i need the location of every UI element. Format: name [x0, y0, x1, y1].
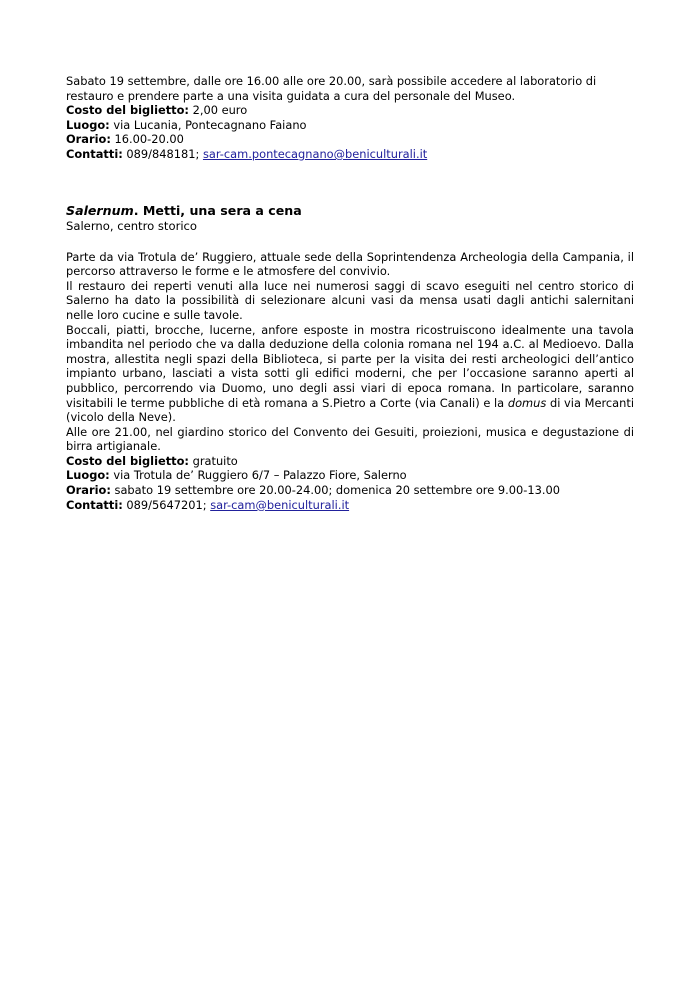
info-label-orario: Orario: — [66, 132, 111, 147]
info-label-luogo: Luogo: — [66, 468, 110, 483]
section-title — [66, 203, 634, 219]
document-body — [66, 74, 634, 512]
info-line-luogo — [66, 118, 634, 133]
entry-pontecagnano — [66, 74, 634, 162]
entry-salernum — [66, 203, 634, 513]
info-line-costo — [66, 103, 634, 118]
info-line-contatti — [66, 498, 634, 513]
info-line-orario — [66, 483, 634, 498]
entry-paragraph-rich — [66, 323, 634, 425]
info-label-costo: Costo del biglietto: — [66, 103, 189, 118]
info-value-luogo: via Trotula de’ Ruggiero 6/7 – Palazzo Fiore, Salerno — [113, 468, 407, 483]
info-value-phone: 089/848181; — [126, 146, 200, 161]
info-value-phone: 089/5647201; — [126, 497, 207, 512]
section-title-latin: Salernum — [66, 202, 134, 218]
email-link[interactable]: sar-cam.pontecagnano@beniculturali.it — [202, 146, 428, 161]
email-link[interactable]: sar-cam@beniculturali.it — [210, 497, 350, 512]
info-value-costo: 2,00 euro — [192, 103, 248, 118]
info-value-orario: 16.00-20.00 — [114, 132, 184, 147]
info-line-orario — [66, 132, 634, 147]
info-value-orario: sabato 19 settembre ore 20.00-24.00; domenica 20 settembre ore 9.00-13.00 — [114, 483, 560, 498]
spacer — [66, 234, 634, 250]
info-label-contatti: Contatti: — [66, 497, 123, 512]
section-subtitle: Salerno, centro storico — [66, 218, 198, 233]
entry-paragraph: Il restauro dei reperti venuti alla luce nei numerosi saggi di scavo eseguiti nel centro storico di Salerno ha dato la possibilità di selezionare alcuni vasi da mensa usati dagli antichi salernitani nelle loro cucine e sulle tavole. — [66, 278, 634, 322]
paragraph-text-pre: Boccali, piatti, brocche, lucerne, anfore esposte in mostra ricostruiscono idealmente una tavola imbandita nel periodo che va dalla deduzione della colonia romana nel 194 a.C. al Medioevo. Dalla mostra, allestita negli spazi della Biblioteca, si parte per la visita dei resti archeologici dell’antico impianto urbano, lasciati a vista sotti gli edifici moderni, che per l’occasione saranno aperti al pubblico, percorrendo via Duomo, uno degli assi viari di epoca romana. In particolare, saranno visitabili le terme pubbliche di età romana a S.Pietro a Corte (via Canali) e la — [66, 322, 634, 410]
paragraph-text-post: di via Mercanti (vicolo della Neve). — [66, 395, 634, 425]
info-label-luogo: Luogo: — [66, 117, 110, 132]
entry-paragraph: Sabato 19 settembre, dalle ore 16.00 alle ore 20.00, sarà possibile accedere al laboratorio di restauro e prendere parte a una visita guidata a cura del personale del Museo. — [66, 74, 597, 103]
info-label-costo: Costo del biglietto: — [66, 453, 189, 468]
entry-paragraph: Alle ore 21.00, nel giardino storico del Convento dei Gesuiti, proiezioni, musica e degustazione di birra artigianale. — [66, 424, 634, 454]
section-title-rest: . Metti, una sera a cena — [133, 202, 302, 218]
entry-paragraph: Parte da via Trotula de’ Ruggiero, attuale sede della Soprintendenza Archeologia della Campania, il percorso attraverso le forme e le atmosfere del convivio. — [66, 249, 634, 279]
info-line-luogo — [66, 468, 634, 483]
info-value-luogo: via Lucania, Pontecagnano Faiano — [113, 117, 307, 132]
latin-term-domus: domus — [507, 395, 547, 410]
info-label-orario: Orario: — [66, 483, 111, 498]
info-line-contatti — [66, 147, 634, 162]
info-value-costo: gratuito — [192, 453, 238, 468]
info-label-contatti: Contatti: — [66, 146, 123, 161]
info-line-costo — [66, 454, 634, 469]
